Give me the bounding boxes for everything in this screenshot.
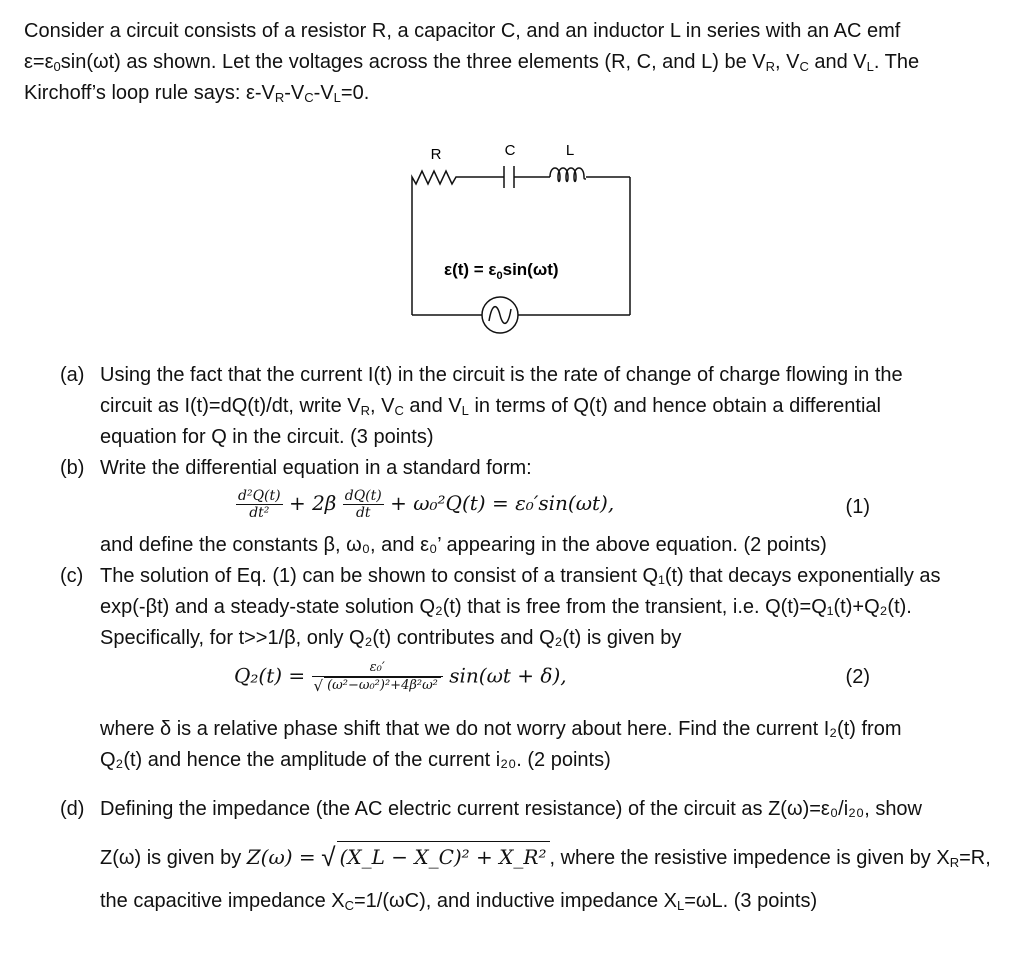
label-capacitor: C — [504, 142, 516, 159]
inductor-symbol — [550, 168, 586, 182]
problem-intro — [24, 16, 1004, 109]
label-resistor: R — [430, 146, 442, 163]
capacitor-symbol — [504, 166, 514, 188]
part-d: (d) Defining the impedance (the AC electric current resistance) of the circuit as Z(ω)=ε₀/i₂₀, show Z(ω) is given by Z(ω) = √ (X_L − X_C)² + X_R² , where the resistive impedence is given by $X_R=R$, the capacitive impedance $X_C=1/(\omega C)$, and inductive impedance $X_L=\omega L$. (3 points) — [60, 794, 1010, 917]
intro-line-1: Consider a circuit consists of a resistor R, a capacitor C, and an inductor L in series with an AC emf — [24, 20, 901, 42]
part-b-label: (b) — [60, 457, 85, 479]
part-b: (b) Write the differential equation in a standard form: $\frac{\text{d²Q(t)}}{\text{dt²}}$ + 2β $\frac{dQ(t)}{dt}$ + ω₀²Q(t) = ε₀′sin(ωt), (1) and define the constants β, ω₀, and ε₀’ appearing in the above equation. (2 points) — [60, 453, 1010, 561]
part-a-label: (a) — [60, 364, 85, 386]
ac-wave-icon — [489, 307, 511, 324]
problem-parts — [60, 360, 1010, 917]
equation-1: $\frac{\text{d²Q(t)}}{\text{dt²}}$ + 2β $\frac{dQ(t)}{dt}$ + ω₀²Q(t) = ε₀′sin(ωt), (1) — [238, 488, 870, 521]
equation-1-tag: (1) — [845, 496, 870, 518]
rcl-circuit-diagram — [400, 135, 640, 350]
part-c: (c) The solution of Eq. (1) can be shown to consist of a transient Q₁(t) that decays exponentially as exp(-βt) and a steady-state solution Q₂(t) that is free from the transient, i.e. Q(t)=Q₁(t)+Q₂(t). Specifically, for t>>1/β, only Q₂(t) contributes and Q₂(t) is given by Q₂(t) = $\frac{\text{ε₀′}}{\text{√ (ω²−ω₀²)²+4β²ω²}}$ sin(ωt + δ), (2) where δ is a relative phase shift that we do not worry about here. Find the current I₂(t) from Q₂(t) and hence the amplitude of the current i₂₀. (2 points) — [60, 561, 1010, 776]
equation-2-tag: (2) — [845, 666, 870, 688]
part-d-label: (d) — [60, 798, 85, 820]
resistor-symbol — [412, 171, 460, 184]
equation-2: Q₂(t) = $\frac{\text{ε₀′}}{\text{√ (ω²−ω₀²)²+4β²ω²}}$ sin(ωt + δ), (2) — [234, 660, 870, 695]
part-a: (a) Using the fact that the current I(t) in the circuit is the rate of change of charge flowing in the circuit as I(t)=dQ(t)/dt, write $V_R$, $V_C$ and $V_L$ in terms of Q(t) and hence obtain a differential equation for Q in the circuit. (3 points) — [60, 360, 1010, 453]
part-c-label: (c) — [60, 565, 84, 587]
intro-line-3: Kirchoff’s loop rule says: $\varepsilon-V_R-V_C-V_L=0$. — [24, 82, 370, 105]
intro-line-2: $\varepsilon=\varepsilon_0\sin(\omega t)$ as shown. Let the voltages across the three elements (R, C, and L) be $V_R$, $V_C$ and $V_L$. The — [24, 51, 920, 74]
label-inductor: L — [565, 142, 575, 159]
emf-label: $\varepsilon(t) = \varepsilon_0\sin(\omega t)$ — [444, 260, 559, 282]
